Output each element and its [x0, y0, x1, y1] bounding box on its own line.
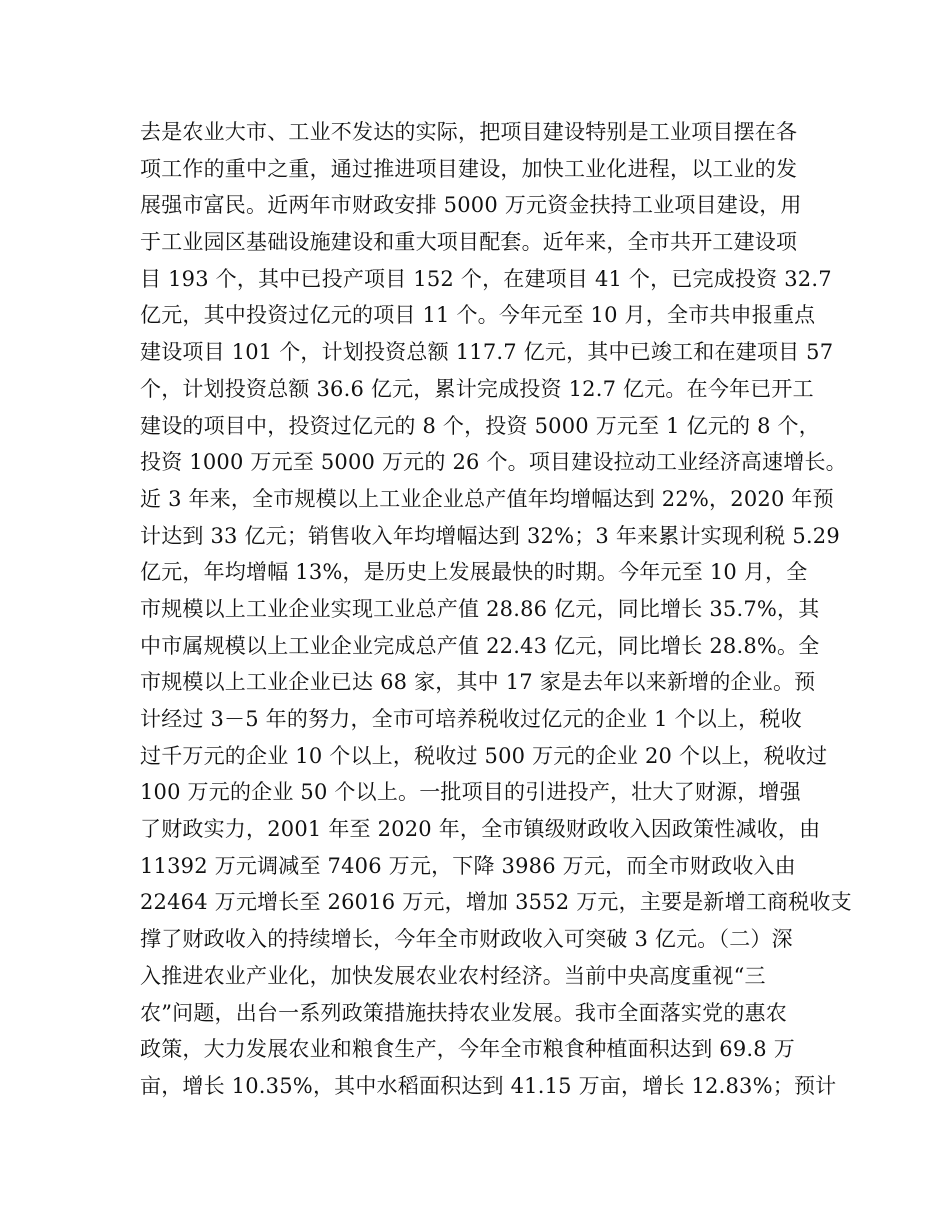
text-line: 个，计划投资总额 36.6 亿元，累计完成投资 12.7 亿元。在今年已开工 [140, 376, 814, 401]
text-line: 中市属规模以上工业企业完成总产值 22.43 亿元，同比增长 28.8%。全 [140, 633, 820, 658]
text-line: 建设的项目中，投资过亿元的 8 个，投资 5000 万元至 1 亿元的 8 个， [140, 413, 820, 438]
text-line: 11392 万元调减至 7406 万元，下降 3986 万元，而全市财政收入由 [140, 853, 796, 878]
text-line: 100 万元的企业 50 个以上。一批项目的引进投产，壮大了财源，增强 [140, 780, 801, 805]
text-line: 撑了财政收入的持续增长，今年全市财政收入可突破 3 亿元。（二）深 [140, 927, 793, 952]
text-line: 政策，大力发展农业和粮食生产，今年全市粮食种植面积达到 69.8 万 [140, 1037, 795, 1062]
body-paragraph [140, 114, 852, 1105]
text-line: 市规模以上工业企业实现工业总产值 28.86 亿元，同比增长 35.7%，其 [140, 596, 820, 621]
text-line: 计达到 33 亿元；销售收入年均增幅达到 32%；3 年来累计实现利税 5.29 [140, 523, 840, 548]
text-line: 投资 1000 万元至 5000 万元的 26 个。项目建设拉动工业经济高速增长。 [140, 450, 847, 475]
text-line: 农”问题，出台一系列政策措施扶持农业发展。我市全面落实党的惠农 [140, 1000, 787, 1025]
text-line: 入推进农业产业化，加快发展农业农村经济。当前中央高度重视“三 [140, 963, 766, 988]
text-line: 亿元，其中投资过亿元的项目 11 个。今年元至 10 月，全市共申报重点 [140, 303, 816, 328]
text-line: 目 193 个，其中已投产项目 152 个，在建项目 41 个，已完成投资 32.7 [140, 266, 832, 291]
text-line: 建设项目 101 个，计划投资总额 117.7 亿元，其中已竣工和在建项目 57 [140, 340, 834, 365]
text-line: 过千万元的企业 10 个以上，税收过 500 万元的企业 20 个以上，税收过 [140, 743, 828, 768]
text-line: 市规模以上工业企业已达 68 家，其中 17 家是去年以来新增的企业。预 [140, 670, 816, 695]
text-line: 亩，增长 10.35%，其中水稻面积达到 41.15 万亩，增长 12.83%；预计 [140, 1073, 837, 1098]
text-line: 展强市富民。近两年市财政安排 5000 万元资金扶持工业项目建设，用 [140, 193, 802, 218]
text-line: 去是农业大市、工业不发达的实际，把项目建设特别是工业项目摆在各 [140, 120, 798, 144]
text-line: 于工业园区基础设施建设和重大项目配套。近年来，全市共开工建设项 [140, 230, 798, 255]
text-line: 项工作的重中之重，通过推进项目建设，加快工业化进程，以工业的发 [140, 156, 798, 181]
text-line: 近 3 年来，全市规模以上工业企业总产值年均增幅达到 22%，2020 年预 [140, 486, 834, 511]
text-line: 亿元，年均增幅 13%，是历史上发展最快的时期。今年元至 10 月，全 [140, 560, 808, 585]
text-line: 计经过 3－5 年的努力，全市可培养税收过亿元的企业 1 个以上，税收 [140, 707, 802, 731]
text-line: 22464 万元增长至 26016 万元，增加 3552 万元，主要是新增工商税收支 [140, 890, 852, 915]
text-line: 了财政实力，2001 年至 2020 年，全市镇级财政收入因政策性减收，由 [140, 817, 821, 842]
